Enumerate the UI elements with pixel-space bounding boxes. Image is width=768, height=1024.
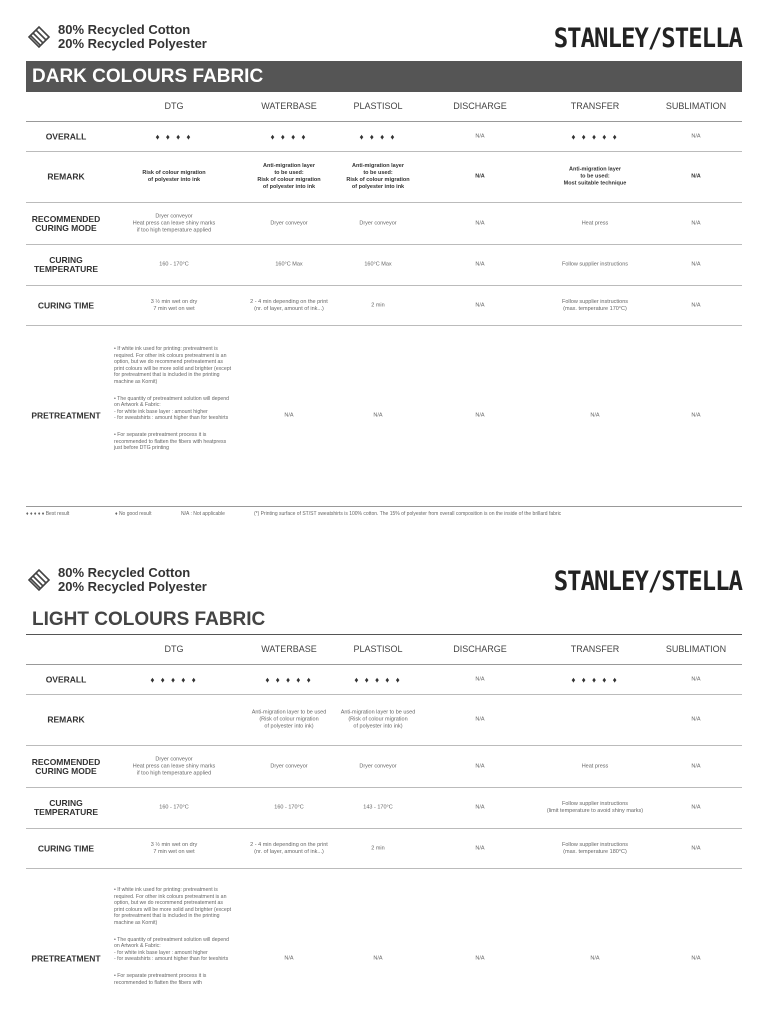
cell: 2 min bbox=[371, 302, 385, 308]
cell: 160°C Max bbox=[364, 261, 392, 268]
cell: Dryer conveyor bbox=[359, 220, 397, 226]
legend-na: N/A : Not applicable bbox=[181, 511, 225, 517]
note: • If white ink used for printing: pretreatment is required. For other ink colours pretreatment is an option, but we do recommend pretreatement as print colours will be more solid and brighter (except for pretreatment that is included in the printing machine as Kornit) bbox=[114, 887, 232, 926]
cell: 3 ½ min wet on dry 7 min wet on wet bbox=[150, 841, 198, 855]
cell: 160 - 170°C bbox=[159, 804, 189, 811]
cell: 160 - 170°C bbox=[159, 261, 189, 268]
row-overall bbox=[26, 122, 742, 152]
cell: N/A bbox=[284, 412, 294, 419]
row-label: PRETREATMENT bbox=[31, 953, 101, 964]
row-curing-time bbox=[26, 829, 742, 869]
cell: Follow supplier instructions (max. temperature 170°C) bbox=[561, 298, 629, 312]
cell: ♦ ♦ ♦ ♦ ♦ bbox=[265, 675, 313, 684]
cell: N/A bbox=[691, 763, 701, 769]
cell: N/A bbox=[691, 173, 701, 180]
row-label: REMARK bbox=[47, 171, 85, 182]
cell: ♦ ♦ ♦ ♦ ♦ bbox=[150, 675, 198, 684]
cell: N/A bbox=[475, 261, 485, 268]
section-title: DARK COLOURS FABRIC bbox=[26, 61, 742, 92]
brand-logo: STANLEY/STELLA bbox=[553, 565, 742, 597]
legend-no-good: ♦ No good result bbox=[115, 511, 152, 517]
note: • The quantity of pretreatment solution will depend on Artwork & Fabric: - for white ink base layer : amount higher - for sweatshirts : amount higher than for teeshirts bbox=[114, 936, 230, 963]
cell: Follow supplier instructions (limit temperature to avoid shiny marks) bbox=[546, 801, 644, 814]
cell: N/A bbox=[475, 676, 485, 682]
composition-line-1: 80% Recycled Cotton bbox=[58, 22, 191, 37]
cell: N/A bbox=[691, 412, 701, 419]
cell: Anti-migration layer to be used (Risk of colour migration of polyester into ink) bbox=[251, 709, 327, 730]
cell: Dryer conveyor Heat press can leave shiny marks if too high temperature applied bbox=[132, 213, 216, 233]
recycle-logo-icon bbox=[26, 24, 52, 50]
cell: N/A bbox=[691, 302, 701, 308]
cell: ♦ ♦ ♦ ♦ ♦ bbox=[571, 675, 619, 684]
note: • For separate pretreatment process it is recommended to flatten the fibers with heatpress just before DTG printing bbox=[114, 431, 227, 452]
cell: Dryer conveyor bbox=[359, 763, 397, 769]
cell: N/A bbox=[691, 804, 701, 811]
note: • The quantity of pretreatment solution will depend on Artwork & Fabric: - for white ink base layer : amount higher - for sweatshirts : amount higher than for teeshirts bbox=[114, 395, 230, 422]
cell: N/A bbox=[691, 220, 701, 226]
row-label: CURING TIME bbox=[37, 843, 95, 853]
cell: ♦ ♦ ♦ ♦ bbox=[270, 132, 308, 141]
section-title: LIGHT COLOURS FABRIC bbox=[26, 604, 742, 635]
header bbox=[26, 22, 742, 58]
cell: N/A bbox=[590, 955, 600, 962]
cell: Anti-migration layer to be used: Risk of colour migration of polyester into ink bbox=[257, 163, 321, 190]
col-transfer: TRANSFER bbox=[570, 644, 620, 654]
col-waterbase: WATERBASE bbox=[261, 101, 317, 111]
cell: Anti-migration layer to be used: Risk of colour migration of polyester into ink bbox=[346, 163, 410, 190]
row-label: CURING TEMPERATURE bbox=[33, 255, 99, 274]
row-label: OVERALL bbox=[45, 131, 87, 141]
cell: 2 - 4 min depending on the print (nr. of layer, amount of ink...) bbox=[250, 298, 328, 312]
column-headers bbox=[0, 644, 768, 656]
row-label: OVERALL bbox=[45, 674, 87, 684]
row-remark bbox=[26, 695, 742, 746]
cell: Risk of colour migration of polyester into ink bbox=[142, 170, 206, 183]
pretreatment-notes bbox=[114, 346, 232, 462]
row-pretreatment bbox=[26, 326, 742, 507]
cell: ♦ ♦ ♦ ♦ bbox=[359, 132, 397, 141]
cell: N/A bbox=[691, 676, 701, 682]
row-curing-time bbox=[26, 286, 742, 326]
col-dtg: DTG bbox=[164, 644, 184, 654]
cell: N/A bbox=[475, 955, 485, 962]
cell: N/A bbox=[373, 955, 383, 962]
cell: N/A bbox=[475, 302, 485, 308]
row-curing-temperature bbox=[26, 245, 742, 286]
composition-line-2: 20% Recycled Polyester bbox=[58, 579, 207, 594]
cell: N/A bbox=[373, 412, 383, 419]
row-curing-mode bbox=[26, 203, 742, 245]
cell: N/A bbox=[691, 955, 701, 962]
cell: 3 ½ min wet on dry 7 min wet on wet bbox=[150, 298, 198, 312]
col-discharge: DISCHARGE bbox=[453, 101, 507, 111]
cell: Anti-migration layer to be used: Most suitable technique bbox=[563, 166, 627, 187]
row-remark bbox=[26, 152, 742, 203]
row-overall bbox=[26, 665, 742, 695]
cell: 160 - 170°C bbox=[274, 804, 304, 811]
cell: N/A bbox=[475, 716, 485, 723]
cell: N/A bbox=[691, 133, 701, 139]
cell: N/A bbox=[475, 763, 485, 769]
cell: Follow supplier instructions (max. temperature 180°C) bbox=[561, 841, 629, 855]
row-curing-mode bbox=[26, 746, 742, 788]
composition-line-1: 80% Recycled Cotton bbox=[58, 565, 191, 580]
col-dtg: DTG bbox=[164, 101, 184, 111]
composition bbox=[58, 23, 207, 51]
cell: N/A bbox=[590, 412, 600, 419]
column-headers bbox=[0, 101, 768, 113]
brand-logo: STANLEY/STELLA bbox=[553, 22, 742, 54]
cell: N/A bbox=[475, 220, 485, 226]
recycle-logo-icon bbox=[26, 567, 52, 593]
cell: Anti-migration layer to be used (Risk of colour migration of polyester into ink) bbox=[340, 709, 416, 730]
note: • For separate pretreatment process it is recommended to flatten the fibers with bbox=[114, 972, 207, 986]
cell: ♦ ♦ ♦ ♦ ♦ bbox=[354, 675, 402, 684]
legend-note: (*) Printing surface of ST/ST sweatshirts is 100% cotton. The 15% of polyester from overall composition is on the inside of the brillard fabric bbox=[254, 511, 562, 517]
cell: 2 min bbox=[371, 845, 385, 851]
light-section bbox=[0, 543, 768, 1024]
cell: Dryer conveyor bbox=[270, 220, 308, 226]
col-sublimation: SUBLIMATION bbox=[665, 644, 727, 654]
cell: 143 - 170°C bbox=[363, 804, 393, 811]
row-pretreatment bbox=[26, 869, 742, 1024]
composition bbox=[58, 566, 207, 594]
col-waterbase: WATERBASE bbox=[261, 644, 317, 654]
cell: Heat press bbox=[581, 763, 609, 769]
row-label: REMARK bbox=[47, 714, 85, 725]
col-plastisol: PLASTISOL bbox=[353, 101, 403, 111]
cell: N/A bbox=[691, 845, 701, 851]
row-label: RECOMMENDED CURING MODE bbox=[31, 213, 101, 233]
row-label: PRETREATMENT bbox=[31, 410, 101, 421]
cell: N/A bbox=[691, 261, 701, 268]
col-sublimation: SUBLIMATION bbox=[665, 101, 727, 111]
composition-line-2: 20% Recycled Polyester bbox=[58, 36, 207, 51]
cell: 2 - 4 min depending on the print (nr. of layer, amount of ink...) bbox=[250, 841, 328, 855]
cell: N/A bbox=[475, 845, 485, 851]
cell: N/A bbox=[475, 173, 485, 180]
cell: Follow supplier instructions bbox=[561, 261, 629, 268]
cell: Dryer conveyor bbox=[270, 763, 308, 769]
cell: ♦ ♦ ♦ ♦ ♦ bbox=[571, 132, 619, 141]
pretreatment-notes bbox=[114, 887, 232, 996]
cell: N/A bbox=[691, 716, 701, 723]
row-label: RECOMMENDED CURING MODE bbox=[31, 756, 101, 776]
col-plastisol: PLASTISOL bbox=[353, 644, 403, 654]
cell: N/A bbox=[475, 412, 485, 419]
cell: Heat press bbox=[581, 220, 609, 226]
row-curing-temperature bbox=[26, 788, 742, 829]
cell: N/A bbox=[475, 133, 485, 139]
col-transfer: TRANSFER bbox=[570, 101, 620, 111]
col-discharge: DISCHARGE bbox=[453, 644, 507, 654]
row-label: CURING TIME bbox=[37, 300, 95, 310]
cell: N/A bbox=[475, 804, 485, 811]
cell: N/A bbox=[284, 955, 294, 962]
legend-best: ♦ ♦ ♦ ♦ ♦ Best result bbox=[26, 511, 70, 517]
header bbox=[26, 565, 742, 601]
cell: 160°C Max bbox=[275, 261, 303, 268]
row-label: CURING TEMPERATURE bbox=[33, 798, 99, 817]
note: • If white ink used for printing: pretreatment is required. For other ink colours pretreatment is an option, but we do recommend pretreatement as print colours will be more solid and brighter (except for pretreatment that is included in the printing machine as Kornit) bbox=[114, 346, 232, 385]
cell: ♦ ♦ ♦ ♦ bbox=[155, 132, 193, 141]
cell: Dryer conveyor Heat press can leave shiny marks if too high temperature applied bbox=[132, 756, 216, 776]
